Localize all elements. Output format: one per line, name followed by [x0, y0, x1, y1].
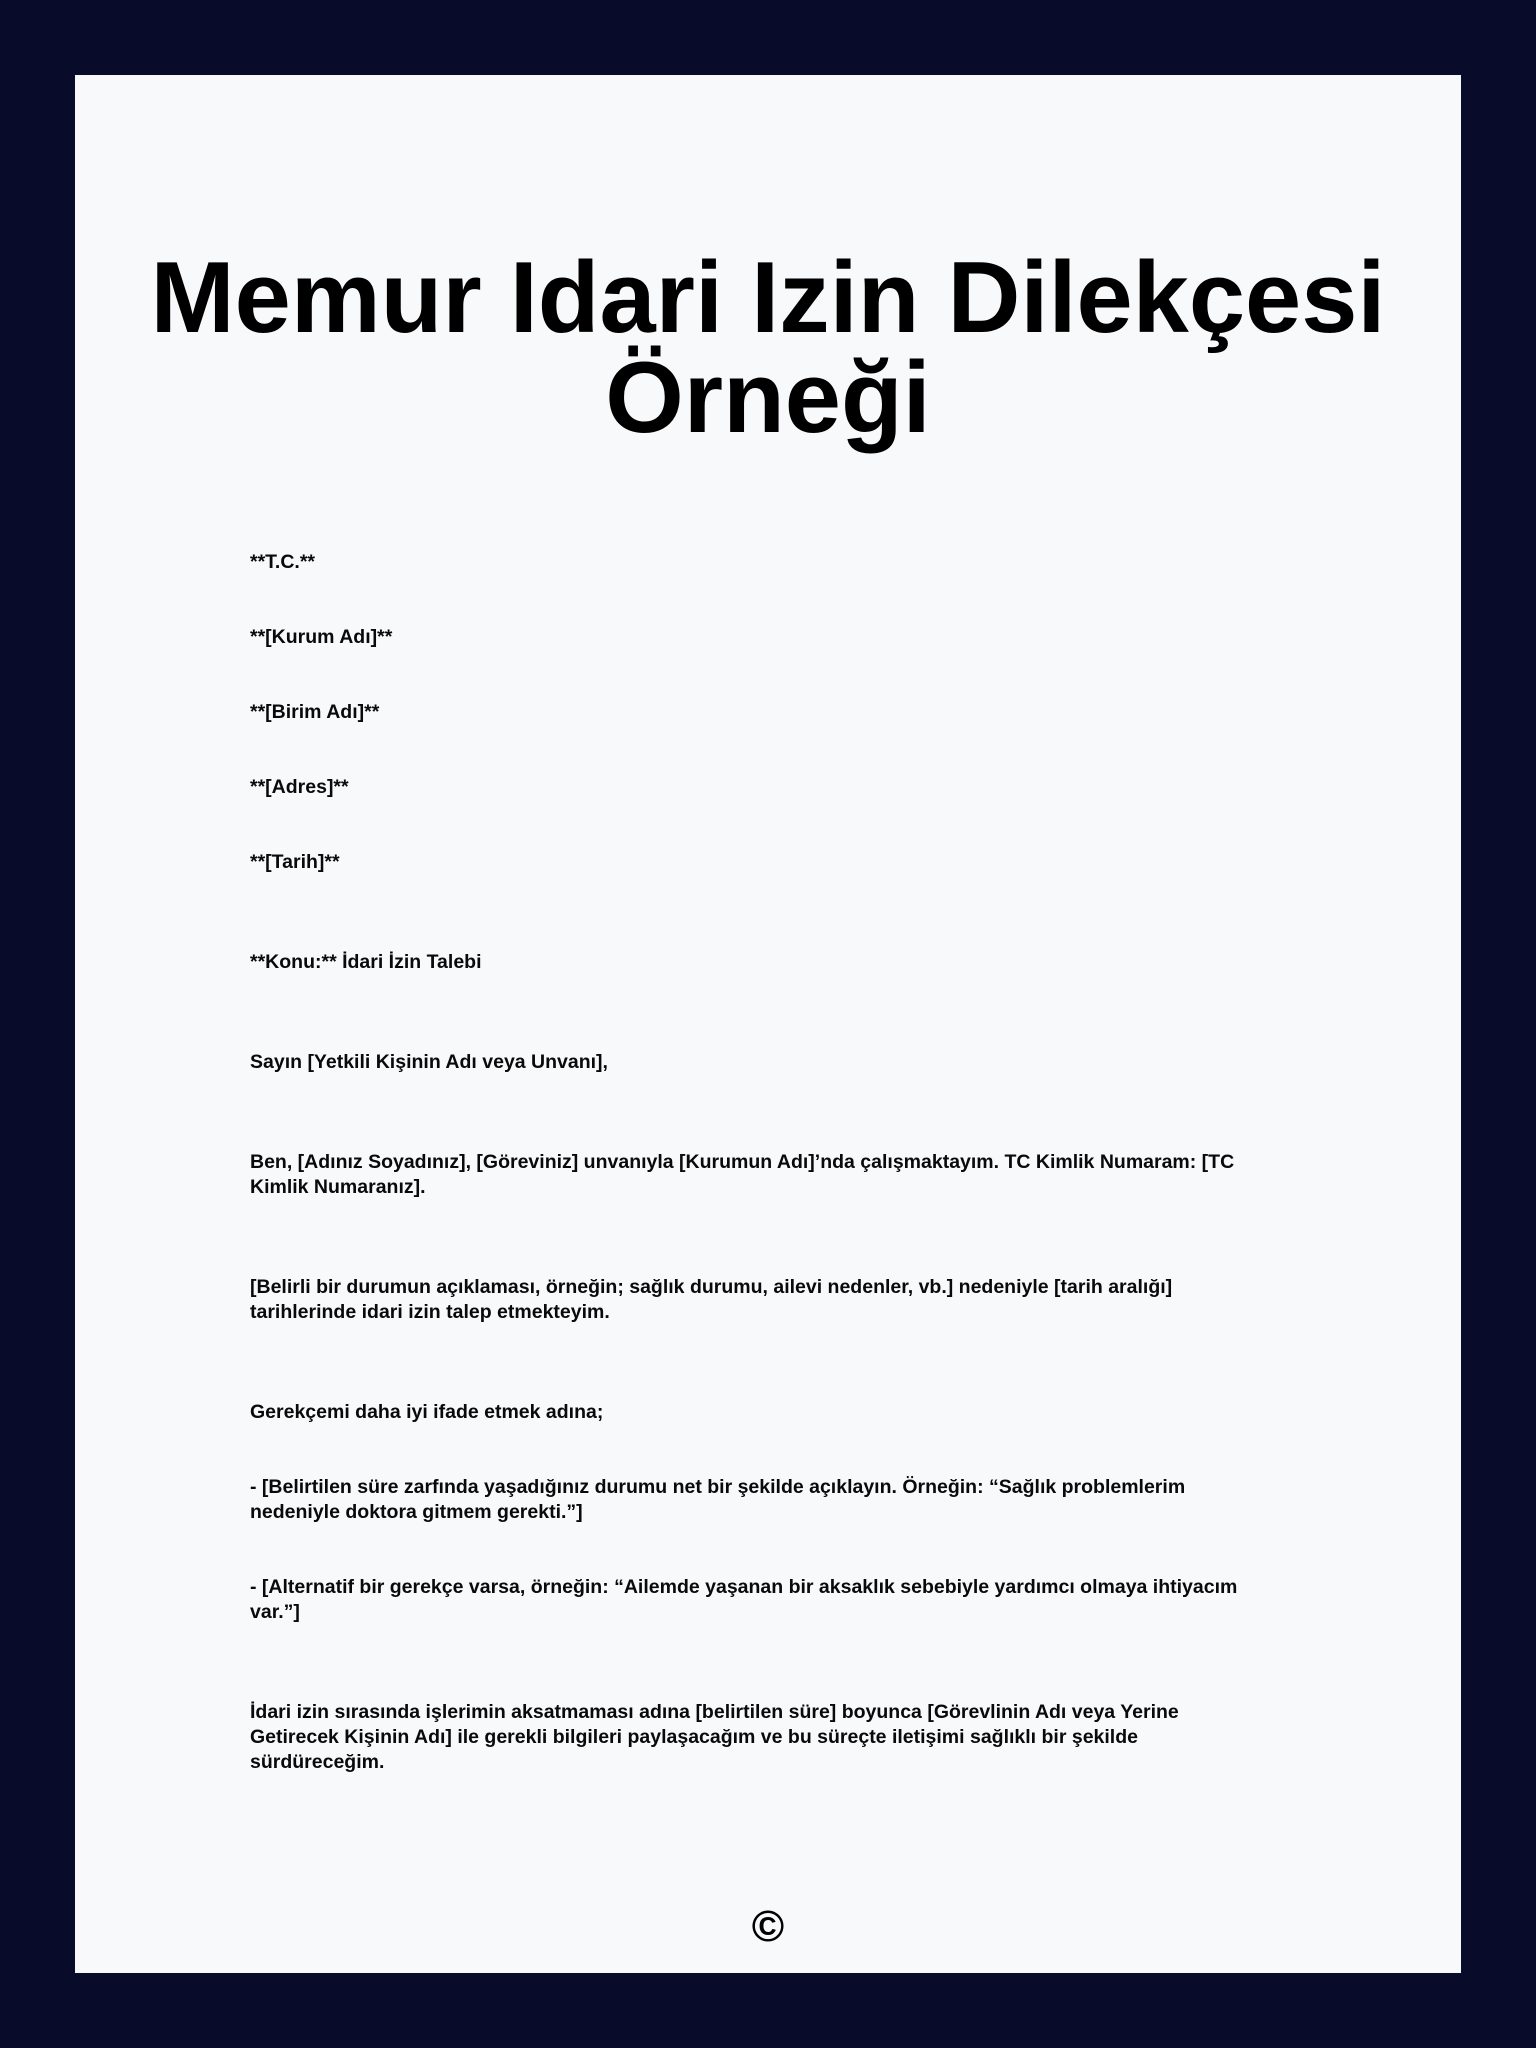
paragraph-handover-line-2: Getirecek Kişinin Adı] ile gerekli bilgileri paylaşacağım ve bu süreçte iletişimi sağlıklı bir şekilde — [250, 1726, 1138, 1748]
bullet-item-2 — [250, 1575, 1237, 1625]
bullet-item-1-line-2: nedeniyle doktora gitmem gerekti.”] — [250, 1501, 583, 1523]
subject-text: **Konu:** İdari İzin Talebi — [250, 951, 482, 973]
subject-line — [250, 950, 482, 975]
title-line-1: Memur Idari Izin Dilekçesi — [150, 242, 1386, 354]
header-tc — [250, 550, 315, 575]
paragraph-reason-line-1: [Belirli bir durumun açıklaması, örneğin; sağlık durumu, ailevi nedenler, vb.] nedeniyle [tarih aralığı] — [250, 1276, 1173, 1298]
bullet-item-1 — [250, 1475, 1185, 1525]
header-date-text: **[Tarih]** — [250, 851, 340, 873]
paragraph-reason — [250, 1275, 1172, 1325]
paragraph-intro-line-1: Ben, [Adınız Soyadınız], [Göreviniz] unvanıyla [Kurumun Adı]’nda çalışmaktayım. TC Kimlik Numaram: [TC — [250, 1151, 1235, 1173]
paragraph-handover — [250, 1700, 1179, 1775]
header-unit — [250, 700, 379, 725]
paragraph-intro-line-2: Kimlik Numaranız]. — [250, 1176, 426, 1198]
header-address — [250, 775, 349, 800]
bullet-item-2-line-1: - [Alternatif bir gerekçe varsa, örneğin: “Ailemde yaşanan bir aksaklık sebebiyle yardımcı olmaya ihtiyacım — [250, 1576, 1238, 1598]
copyright-icon: © — [751, 1902, 785, 1951]
header-institution — [250, 625, 392, 650]
bullet-item-2-line-2: var.”] — [250, 1601, 300, 1623]
header-institution-text: **[Kurum Adı]** — [250, 626, 393, 648]
salutation-text: Sayın [Yetkili Kişinin Adı veya Unvanı], — [250, 1051, 608, 1073]
page-title — [0, 242, 1536, 454]
paragraph-handover-line-1: İdari izin sırasında işlerimin aksatmaması adına [belirtilen süre] boyunca [Görevlinin Adı veya Yerine — [250, 1701, 1179, 1723]
header-unit-text: **[Birim Adı]** — [250, 701, 380, 723]
paragraph-handover-line-3: sürdüreceğim. — [250, 1751, 385, 1773]
paragraph-justification-intro-line-1: Gerekçemi daha iyi ifade etmek adına; — [250, 1401, 604, 1423]
paragraph-reason-line-2: tarihlerinde idari izin talep etmekteyim. — [250, 1301, 610, 1323]
header-date — [250, 850, 340, 875]
title-line-2: Örneği — [605, 342, 931, 454]
paragraph-justification-intro — [250, 1400, 603, 1425]
bullet-item-1-line-1: - [Belirtilen süre zarfında yaşadığınız durumu net bir şekilde açıklayın. Örneğin: “Sağlık problemlerim — [250, 1476, 1186, 1498]
paragraph-intro — [250, 1150, 1234, 1200]
header-address-text: **[Adres]** — [250, 776, 349, 798]
header-tc-text: **T.C.** — [250, 551, 316, 573]
salutation — [250, 1050, 608, 1075]
